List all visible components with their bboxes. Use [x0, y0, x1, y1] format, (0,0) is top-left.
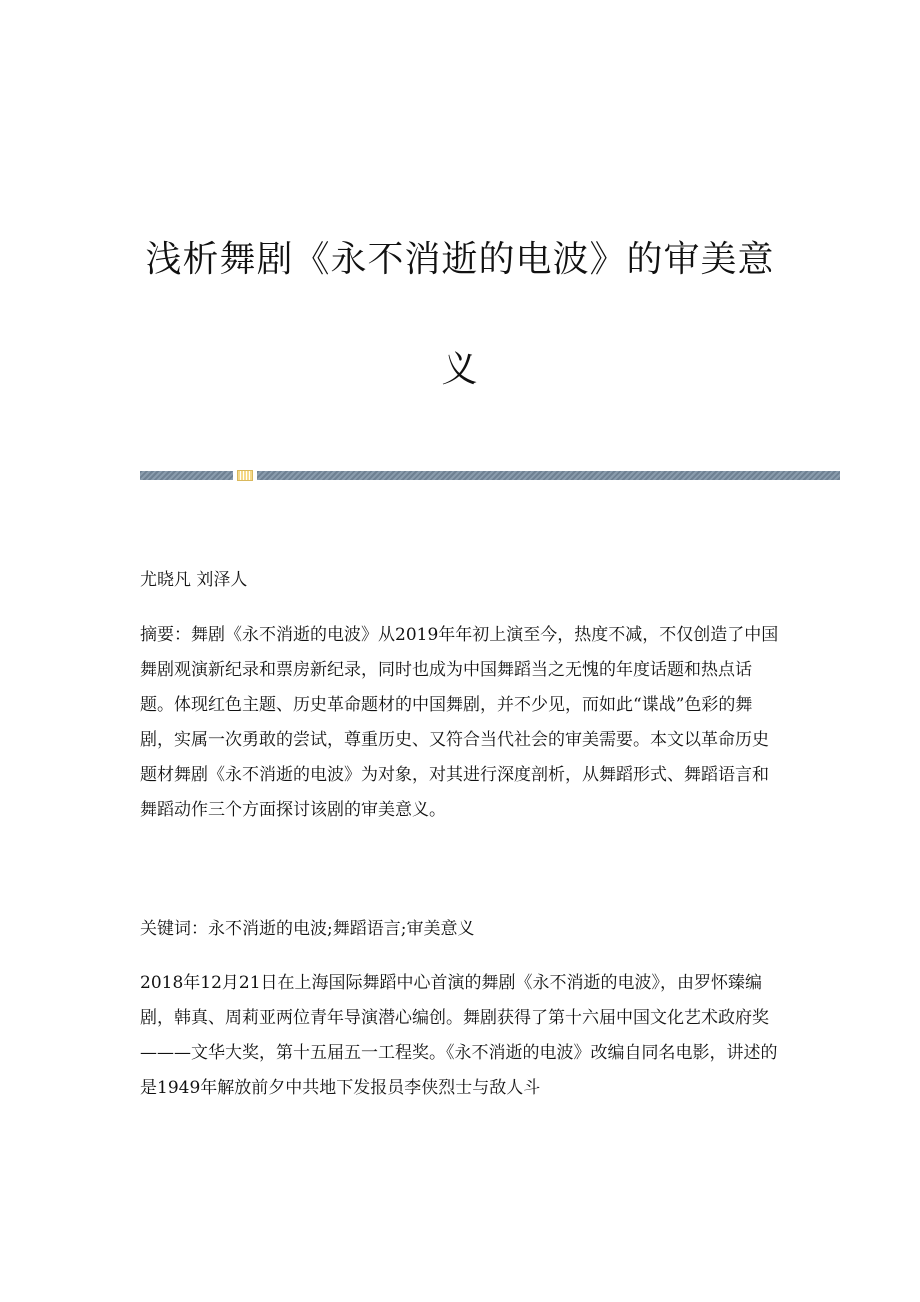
- divider-bar-left: [140, 471, 233, 480]
- body-section: [140, 966, 785, 1106]
- title-divider: [140, 471, 840, 480]
- authors-text: 尤晓凡 刘泽人: [140, 570, 248, 590]
- authors-line: [140, 563, 785, 598]
- divider-ornament-icon: [237, 470, 253, 481]
- abstract-text: 摘要：舞剧《永不消逝的电波》从2019年年初上演至今，热度不减，不仅创造了中国舞剧观演新纪录和票房新纪录，同时也成为中国舞蹈当之无愧的年度话题和热点话题。体现红色主题、历史革命题材的中国舞剧，并不少见，而如此“谍战”色彩的舞剧，实属一次勇敢的尝试，尊重历史、又符合当代社会的审美需要。本文以革命历史题材舞剧《永不消逝的电波》为对象，对其进行深度剖析，从舞蹈形式、舞蹈语言和舞蹈动作三个方面探讨该剧的审美意义。: [140, 625, 779, 820]
- keywords-section: [140, 912, 785, 947]
- abstract-section: [140, 618, 785, 828]
- keywords-text: 关键词：永不消逝的电波;舞蹈语言;审美意义: [140, 919, 475, 939]
- body-paragraph: 2018年12月21日在上海国际舞蹈中心首演的舞剧《永不消逝的电波》，由罗怀臻编剧，韩真、周莉亚两位青年导演潜心编创。舞剧获得了第十六届中国文化艺术政府奖———文华大奖，第十五届五一工程奖。《永不消逝的电波》改编自同名电影，讲述的是1949年解放前夕中共地下发报员李侠烈士与敌人斗: [140, 973, 778, 1098]
- divider-bar-right: [257, 471, 840, 480]
- document-title: 浅析舞剧《永不消逝的电波》的审美意义: [145, 239, 775, 390]
